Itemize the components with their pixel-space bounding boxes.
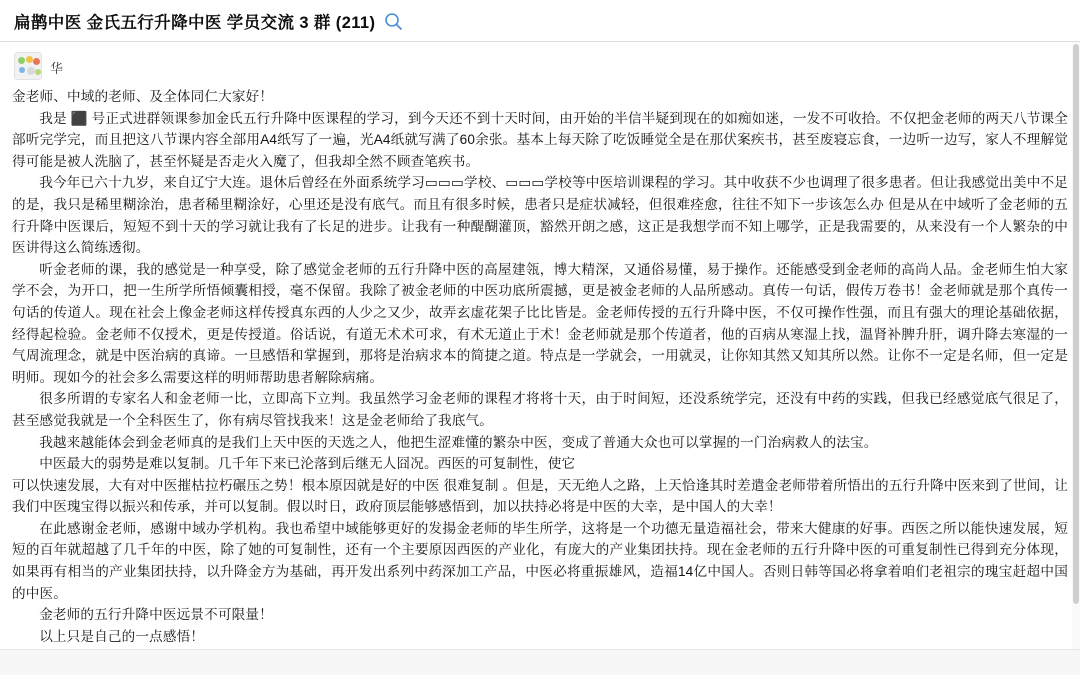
group-avatar-icon[interactable]	[14, 52, 42, 80]
paragraph: 我是 ⬛ 号正式进群领课参加金氏五行升降中医课程的学习，到今天还不到十天时间，由开始的半信半疑到现在的如痴如迷，一发不可收拾。不仅把金老师的两天八节课全部听完学完，而且把这八节课内容全部用A4纸写了一遍，光A4纸就写满了60余张。基本上每天除了吃饭睡觉全是在那伏案疾书，甚至废寝忘食，一边听一边写，家人不理解觉得可能是被人洗脑了，甚至怀疑是否走火入魔了，但我却全然不顾查笔疾书。	[12, 110, 1068, 169]
message-header	[0, 42, 1080, 80]
paragraph: 在此感谢金老师，感谢中域办学机构。我也希望中域能够更好的发揚金老师的毕生所学，这将是一个功德无量造福社会，带来大健康的好事。西医之所以能快速发展，短短的百年就超越了几千年的中医，除了她的可复制性，还有一个主要原因西医的产业化，有庞大的产业集团扶持。现在金老师的五行升降中医的可重复制性已得到充分体现，如果再有相当的产业集团扶持，以升降金方为基础，再开发出系列中药深加工产品，中医必将重振雄风，造福14亿中国人。否则日韩等国必将拿着咱们老祖宗的瑰宝赶超中国的中医。	[12, 520, 1068, 601]
scrollbar-thumb[interactable]	[1073, 44, 1079, 604]
paragraph: 中医最大的弱势是难以复制。几千年下来已沦落到后继无人囧况。西医的可复制性，使它	[39, 456, 576, 472]
group-title: 扁鹊中医 金氏五行升降中医 学员交流 3 群 (211)	[14, 13, 376, 32]
paragraph: 可以快速发展，大有对中医摧枯拉朽碾压之势！根本原因就是好的中医 很难复制 。但是，天无绝人之路，上天恰逢其时差遣金老师带着所悟出的五行升降中医来到了世间，让我们中医瑰宝得以振兴和传承，并可以复制。假以时日，政府顶层能够感悟到，加以扶持必将是中医的大幸，是中国人的大幸！	[12, 477, 1068, 515]
paragraph: 我今年已六十九岁，来自辽宁大连。退休后曾经在外面系统学习▭▭▭学校、▭▭▭学校等中医培训课程的学习。其中收获不少也调理了很多患者。但让我感觉出美中不足的是，我只是稀里糊涂治，患者稀里糊涂好，心里还是没有底气。而且有很多时候，患者只是症状减轻，但很难痊愈，往往不知下一步该怎么办 但是从在中域听了金老师的五行升降中医课后，短短不到十天的学习就让我有了长足的进步。让我有一种醍醐灌顶，豁然开朗之感，这正是我想学而不知上哪学，正是我需要的，从来没有一个人繁杂的中医讲得这么简练透彻。	[12, 175, 1068, 256]
paragraph: 以上只是自己的一点感悟！	[39, 628, 205, 644]
paragraph: 金老师、中域的老师、及全体同仁大家好！	[12, 89, 274, 104]
bottom-strip	[0, 649, 1080, 675]
sender-name: 华	[50, 61, 64, 76]
paragraph: 我越来越能体会到金老师真的是我们上天中医的天选之人，他把生涩难懂的繁杂中医，变成了普通大众也可以掌握的一门治病救人的法宝。	[39, 434, 878, 450]
chat-header	[0, 0, 1080, 42]
paragraph: 听金老师的课，我的感觉是一种享受，除了感觉金老师的五行升降中医的高屋建瓴，博大精深，又通俗易懂，易于操作。还能感受到金老师的高尚人品。金老师生怕大家学不会，为开口，把一生所学所悟倾囊相授，毫不保留。我除了被金老师的中医功底所震撼，更是被金老师的人品所感动。真传一句话，假传万卷书！金老师就是那个真传一句话的传道人。现在社会上像金老师这样传授真东西的人少之又少，故弄玄虚花架子比比皆是。金老师传授的五行升降中医，不仅可操作性强，而且有强大的理论基础依据，经得起检验。金老师不仅授术，更是传授道。俗话说，有道无术术可求，有术无道止于术！金老师就是那个传道者，他的百病从寒湿上找，温肾补脾升肝，调升降去寒湿的一气周流理念，就是中医治病的真谛。一旦感悟和掌握到，那将是治病求本的简捷之道。特点是一学就会，一用就灵，让你知其然又知其所以然。让你不一定是名师，但一定是明师。现如今的社会多么需要这样的明师帮助患者解除病痛。	[12, 261, 1068, 385]
vertical-scrollbar[interactable]	[1072, 42, 1080, 675]
search-icon[interactable]	[384, 12, 403, 31]
message-scroll-area[interactable]	[0, 42, 1080, 675]
paragraph: 很多所谓的专家名人和金老师一比，立即高下立判。我虽然学习金老师的课程才将将十天，由于时间短，还没系统学完，还没有中药的实践，但我已经感觉底气很足了，甚至感觉我就是一个全科医生了，你有病尽管找我来！这是金老师给了我底气。	[12, 391, 1068, 428]
message-body	[0, 80, 1080, 669]
paragraph: 金老师的五行升降中医远景不可限量！	[39, 607, 273, 623]
